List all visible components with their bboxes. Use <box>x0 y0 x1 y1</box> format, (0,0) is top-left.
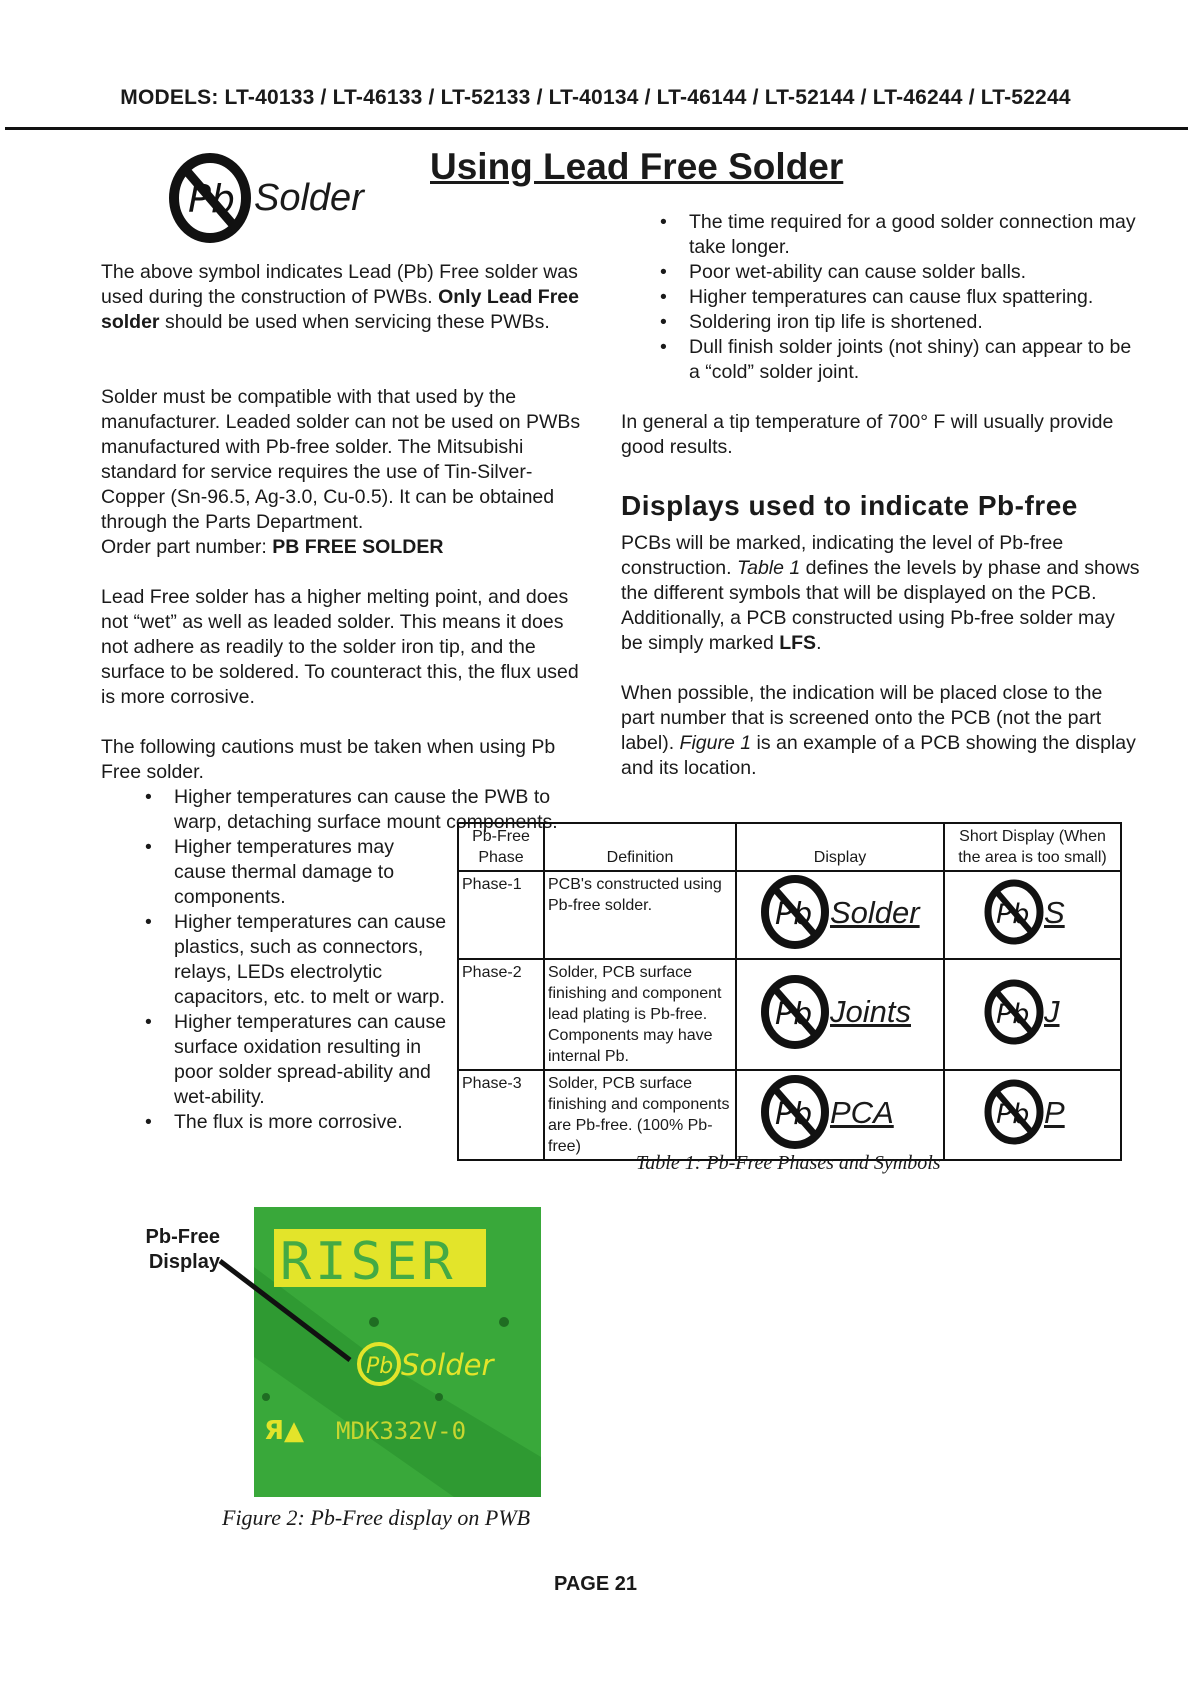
header-display: Display <box>736 823 944 871</box>
svg-text:Pb: Pb <box>775 1097 813 1132</box>
list-item: • Higher temperatures can cause surface oxidation resulting in poor solder spread-ability and wet-ability. <box>145 1010 450 1110</box>
svg-text:Pb: Pb <box>996 1099 1030 1130</box>
list-item: • Higher temperatures can cause plastics, such as connectors, relays, LEDs electrolytic capacitors, etc. to melt or warp. <box>145 910 450 1010</box>
board-label: RISER <box>280 1232 457 1292</box>
phase-cell: Phase-1 <box>458 871 544 959</box>
intro-paragraph: The above symbol indicates Lead (Pb) Free solder was used during the construction of PWBs. Only Lead Free solder should be used when servicing these PWBs. <box>101 261 579 333</box>
tip-temperature-paragraph: In general a tip temperature of 700° F will usually provide good results. <box>621 411 1114 458</box>
list-item: • Poor wet-ability can cause solder balls. <box>660 260 1140 285</box>
list-item: • Higher temperatures can cause the PWB to warp, detaching surface mount components. <box>145 785 594 835</box>
display-cell <box>736 959 944 1070</box>
list-item: • Soldering iron tip life is shortened. <box>660 310 1140 335</box>
list-item: • The time required for a good solder connection may take longer. <box>660 210 1140 260</box>
list-item: • Higher temperatures may cause thermal damage to components. <box>145 835 450 910</box>
table-caption: Table 1: Pb-Free Phases and Symbols <box>636 1152 941 1174</box>
short-display-cell <box>944 959 1121 1070</box>
table-row <box>458 871 1121 959</box>
board-symbol-label: Solder <box>401 1348 494 1382</box>
effects-list <box>660 210 1140 385</box>
board-part-label: MDK332V-0 <box>336 1417 467 1445</box>
no-lead-icon <box>760 874 830 950</box>
short-display-label: J <box>1044 994 1060 1029</box>
definition-cell: Solder, PCB surface finishing and component lead plating is Pb-free. Components may have internal Pb. <box>544 959 736 1070</box>
svg-text:Pb: Pb <box>775 996 813 1032</box>
short-display-cell <box>944 871 1121 959</box>
svg-text:Pb: Pb <box>996 998 1030 1030</box>
displays-paragraph: PCBs will be marked, indicating the level of Pb-free construction. Table 1 defines the levels by phase and shows the different symbols that will be displayed on the PCB. Additionally, a PCB constructed using Pb-free solder may be simply marked LFS. <box>621 532 1140 654</box>
display-label: Joints <box>830 994 911 1029</box>
svg-text:Pb: Pb <box>775 897 813 932</box>
definition-cell: PCB's constructed using Pb-free solder. <box>544 871 736 959</box>
table-header-row <box>458 823 1121 871</box>
svg-text:Pb: Pb <box>366 1354 394 1379</box>
svg-text:Pb: Pb <box>996 899 1030 930</box>
logo-label: Solder <box>254 176 364 219</box>
figure-caption: Figure 2: Pb-Free display on PWB <box>222 1505 531 1530</box>
order-part-line: Order part number: PB FREE SOLDER <box>101 536 444 558</box>
definition-cell: Solder, PCB surface finishing and components are Pb-free. (100% Pb-free) <box>544 1070 736 1160</box>
pointer-line <box>210 1255 360 1375</box>
section-heading: Displays used to indicate Pb-free <box>621 490 1078 521</box>
phase-table <box>457 822 1122 1161</box>
display-label: Solder <box>830 894 920 930</box>
no-lead-icon <box>760 974 830 1050</box>
models-header: MODELS: LT-40133 / LT-46133 / LT-52133 / LT-40134 / LT-46144 / LT-52144 / LT-46244 / LT-52244 <box>120 86 1071 109</box>
svg-text:Pb: Pb <box>188 177 236 221</box>
short-display-label: P <box>1044 1094 1065 1130</box>
display-label: PCA <box>830 1094 894 1130</box>
pb-free-logo <box>168 152 364 249</box>
short-display-label: S <box>1044 894 1065 930</box>
header-short-display: Short Display (When the area is too small) <box>944 823 1121 871</box>
phase-cell: Phase-3 <box>458 1070 544 1160</box>
table-row <box>458 959 1121 1070</box>
display-cell <box>736 871 944 959</box>
list-item: • Higher temperatures can cause flux spattering. <box>660 285 1140 310</box>
display-cell <box>736 1070 944 1160</box>
no-lead-icon <box>984 1078 1044 1146</box>
no-lead-icon <box>760 1074 830 1150</box>
indication-paragraph: When possible, the indication will be placed close to the part number that is screened onto the PCB (not the part label). Figure 1 is an example of a PCB showing the display and its location. <box>621 682 1136 779</box>
no-lead-icon <box>984 978 1044 1046</box>
header-rule <box>5 127 1188 130</box>
melting-point-paragraph: Lead Free solder has a higher melting point, and does not “wet” as well as leaded solder. This means it does not adhere as readily to the solder iron tip, and the surface to be soldered. To counteract this, the flux used is more corrosive. <box>101 586 579 708</box>
figure-pointer-label: Pb-Free Display <box>145 1226 220 1273</box>
short-display-cell <box>944 1070 1121 1160</box>
list-item: • Dull finish solder joints (not shiny) can appear to be a “cold” solder joint. <box>660 335 1140 385</box>
page-number: PAGE 21 <box>554 1573 637 1595</box>
list-item: • The flux is more corrosive. <box>145 1110 450 1135</box>
no-lead-icon <box>984 878 1044 946</box>
compatibility-paragraph: Solder must be compatible with that used by the manufacturer. Leaded solder can not be used on PWBs manufactured with Pb-free solder. The Mitsubishi standard for service requires the use of Tin-Silver-Copper (Sn-96.5, Ag-3.0, Cu-0.5). It can be obtained through the Parts Department. <box>101 386 581 533</box>
cautions-intro: The following cautions must be taken when using Pb Free solder. <box>101 736 556 783</box>
header-definition: Definition <box>544 823 736 871</box>
page-title: Using Lead Free Solder <box>430 146 844 187</box>
no-lead-icon <box>168 152 252 244</box>
table-row <box>458 1070 1121 1160</box>
header-phase: Pb-Free Phase <box>458 823 544 871</box>
svg-text:Я▲: Я▲ <box>264 1416 305 1446</box>
phase-cell: Phase-2 <box>458 959 544 1070</box>
